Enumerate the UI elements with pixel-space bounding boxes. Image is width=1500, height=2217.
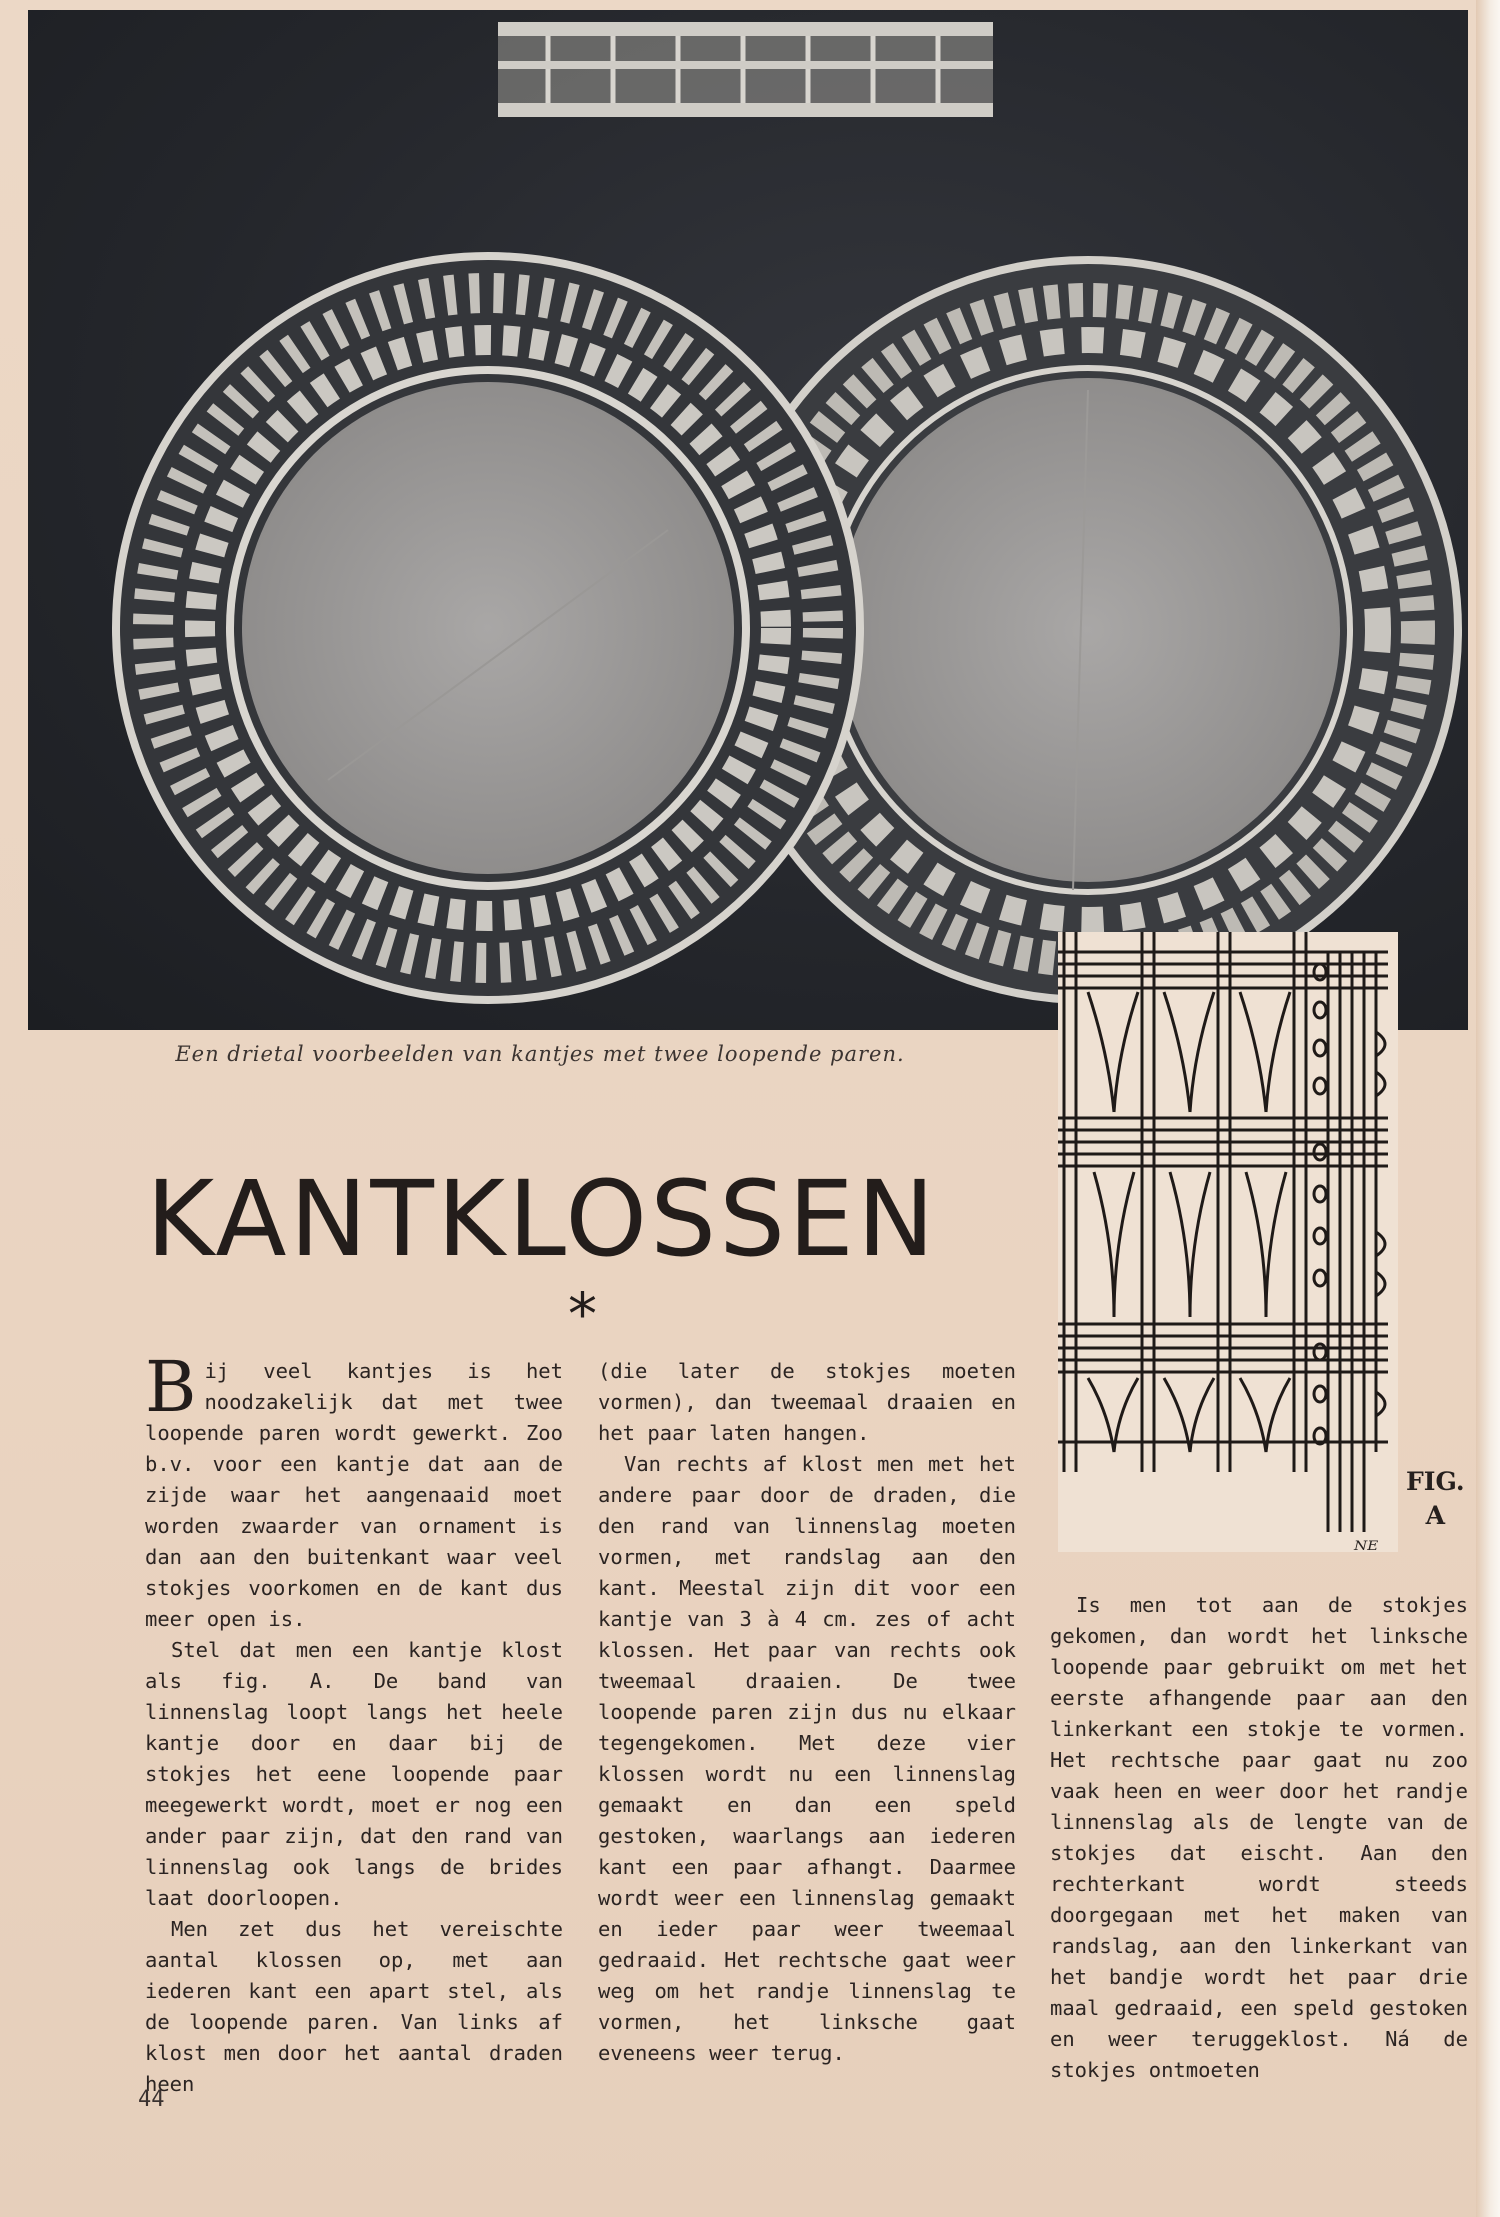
drop-cap: B bbox=[145, 1346, 197, 1428]
lace-doilies-illustration bbox=[28, 10, 1468, 1030]
lace-pattern-drawing bbox=[1058, 932, 1398, 1552]
text-column-1 bbox=[145, 1346, 563, 2100]
article-title: KANTKLOSSEN bbox=[146, 1158, 938, 1280]
paper-edge bbox=[1476, 0, 1500, 2217]
column1-paragraph1 bbox=[145, 1346, 563, 1635]
figure-label-line1: FIG. bbox=[1406, 1467, 1465, 1496]
title-ornament: * bbox=[568, 1280, 597, 1348]
text-column-3 bbox=[1050, 1590, 1468, 2086]
figure-label bbox=[1406, 1465, 1465, 1533]
photo-caption: Een drietal voorbeelden van kantjes met twee loopende paren. bbox=[175, 1042, 905, 1066]
column1-paragraph3: Men zet dus het vereischte aantal klossen op, met aan iederen kant een apart stel, als de loopende paren. Van links af klost men door het aantal draden heen bbox=[145, 1917, 563, 2096]
left-doily bbox=[116, 256, 860, 1000]
text-column-2 bbox=[598, 1356, 1016, 2069]
lace-photograph bbox=[28, 10, 1468, 1030]
column2-paragraph2: Van rechts af klost men met het andere paar door de draden, die den rand van linnenslag moeten vormen, met randslag aan den kant. Meestal zijn dit voor een kantje van 3 à 4 cm. zes of acht klossen. Het paar van rechts ook tweemaal draaien. De twee loopende paren zijn dus nu elkaar tegengekomen. Met deze vier klossen wordt nu een linnenslag gemaakt en dan een speld gestoken, waarlangs aan iederen kant een paar afhangt. Daarmee wordt weer een linnenslag gemaakt en ieder paar weer tweemaal gedraaid. Het rechtsche gaat weer weg om het randje linnenslag te vormen, het linksche gaat eveneens weer terug. bbox=[598, 1452, 1016, 2065]
figure-label-line2: A bbox=[1425, 1501, 1445, 1530]
column3-paragraph1: Is men tot aan de stokjes gekomen, dan wordt het linksche loopende paar gebruikt om met het eerste afhangende paar aan den linkerkant een stokje te vormen. Het rechtsche paar gaat nu zoo vaak heen en weer door het randje linnenslag als de lengte van de stokjes dat eischt. Aan den rechterkant wordt steeds doorgegaan met het maken van randslag, aan den linkerkant van het bandje wordt het paar drie maal gedraaid, een speld gestoken en weer teruggeklost. Ná de stokjes ontmoeten bbox=[1050, 1593, 1468, 2082]
lace-strip bbox=[498, 22, 993, 117]
page-number: 44 bbox=[138, 2087, 165, 2112]
column1-paragraph1-text: ij veel kantjes is het noodzakelijk dat met twee loopende paren wordt gewerkt. Zoo b.v. voor een kantje dat aan de zijde waar het aangenaaid moet worden zwaarder van ornament is dan aan den buitenkant waar veel stokjes voorkomen en de kant dus meer open is. bbox=[145, 1359, 563, 1631]
illustrator-mark: ᴺᴱ bbox=[1354, 1536, 1379, 1564]
column1-paragraph2: Stel dat men een kantje klost als fig. A. De band van linnenslag loopt langs het heele kantje door en daar bij de stokjes het eene loopende paar meegewerkt wordt, moet er nog een ander paar zijn, dat den rand van linnenslag ook langs de brides laat doorloopen. bbox=[145, 1638, 563, 1910]
figure-a-diagram bbox=[1058, 932, 1398, 1552]
stokjes-shapes bbox=[1088, 992, 1290, 1452]
column2-paragraph1: (die later de stokjes moeten vormen), dan tweemaal draaien en het paar laten hangen. bbox=[598, 1359, 1016, 1445]
